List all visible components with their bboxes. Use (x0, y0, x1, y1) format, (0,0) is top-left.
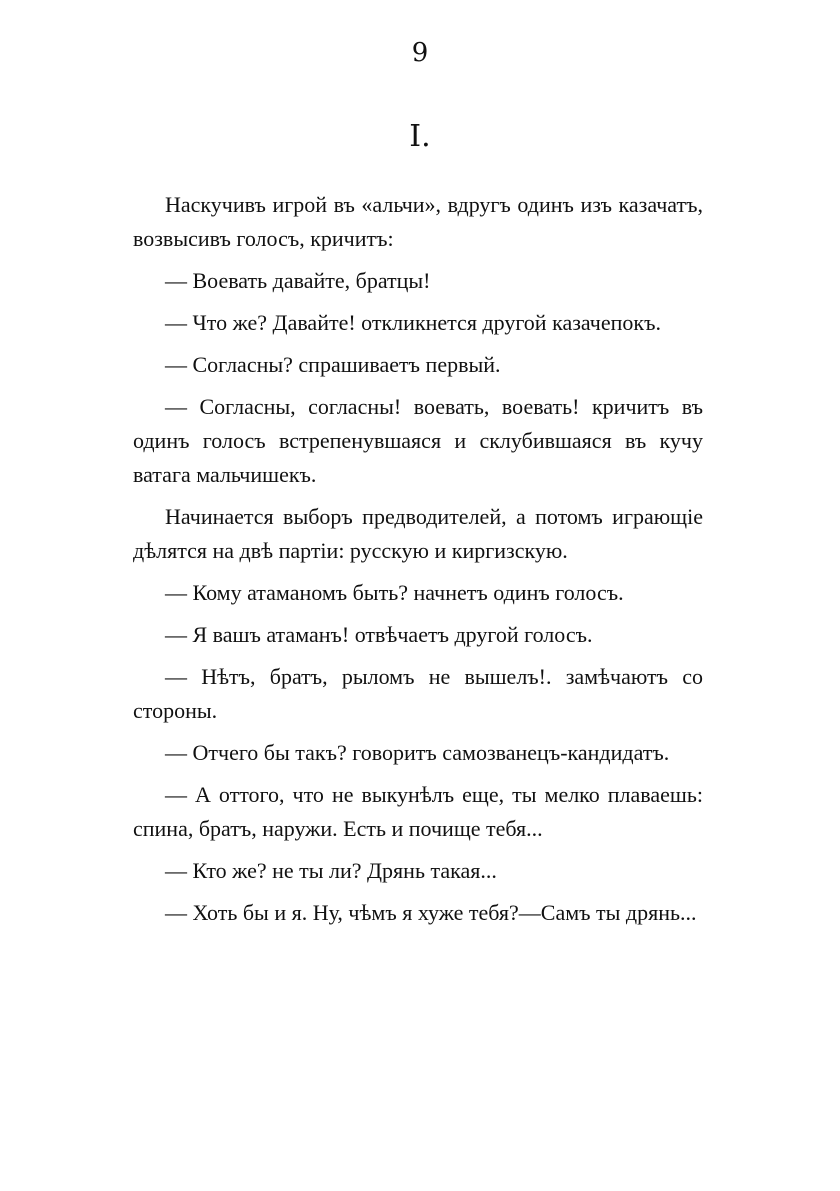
paragraph: — Хоть бы и я. Ну, чѣмъ я хуже тебя?—Самъ ты дрянь... (165, 900, 697, 925)
paragraph: — Воевать давайте, братцы! (165, 268, 431, 293)
paragraph: — Я вашъ атаманъ! отвѣчаетъ другой голосъ. (165, 622, 593, 647)
body-text (133, 188, 703, 938)
page-number: 9 (411, 38, 429, 68)
chapter-heading: I. (409, 119, 431, 154)
paragraph: — Согласны, согласны! воевать, воевать! кричитъ въ одинъ голосъ встрепенувшаяся и склубившаяся въ кучу ватага мальчишекъ. (133, 394, 703, 487)
paragraph: — Что же? Давайте! откликнется другой казачепокъ. (165, 310, 661, 335)
paragraph: — А оттого, что не выкунѣлъ еще, ты мелко плаваешь: спина, братъ, наружи. Есть и почище тебя... (133, 782, 703, 841)
paragraph: Наскучивъ игрой въ «альчи», вдругъ одинъ изъ казачатъ, возвысивъ голосъ, кричитъ: (133, 192, 703, 251)
paragraph: — Кому атаманомъ быть? начнетъ одинъ голосъ. (165, 580, 624, 605)
paragraph: — Нѣтъ, братъ, рыломъ не вышелъ!. замѣчаютъ со стороны. (133, 664, 703, 723)
paragraph: — Согласны? спрашиваетъ первый. (165, 352, 501, 377)
paragraph: — Кто же? не ты ли? Дрянь такая... (165, 858, 497, 883)
paragraph: — Отчего бы такъ? говоритъ самозванецъ-кандидатъ. (165, 740, 670, 765)
paragraph: Начинается выборъ предводителей, а потомъ играющіе дѣлятся на двѣ партіи: русскую и киргизскую. (133, 504, 703, 563)
